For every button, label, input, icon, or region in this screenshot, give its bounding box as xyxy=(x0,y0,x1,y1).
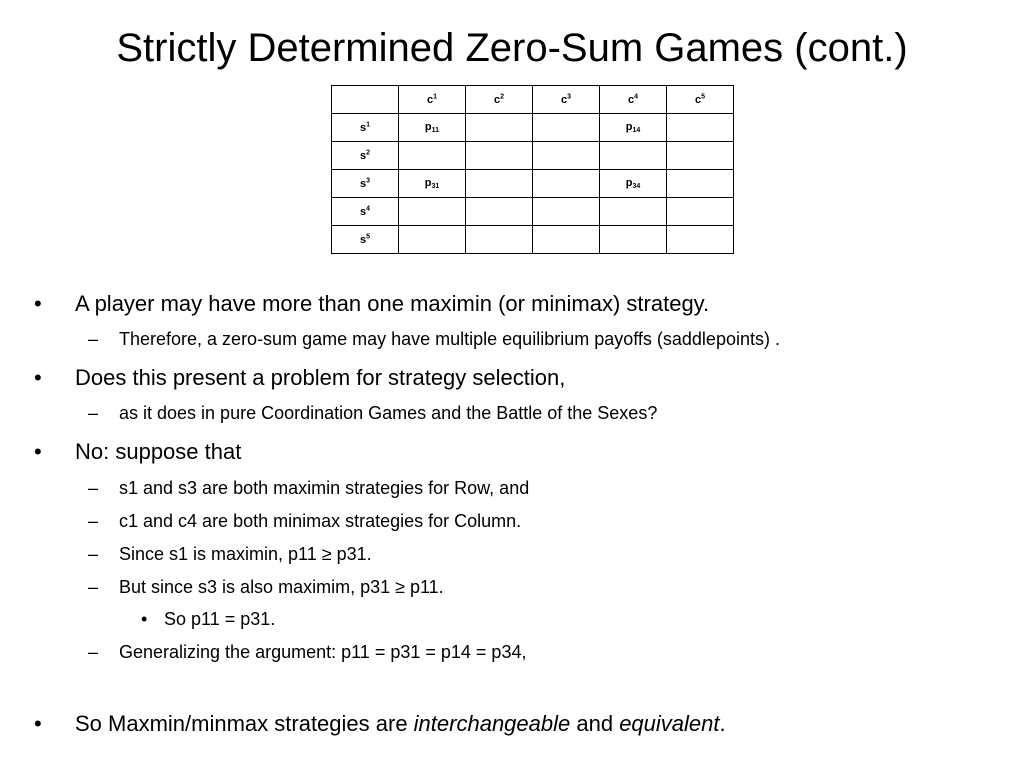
payoff-cell xyxy=(667,142,734,170)
row-label: $s^2$ xyxy=(359,149,371,162)
payoff-cell xyxy=(466,198,533,226)
payoff-cell xyxy=(399,142,466,170)
dash-marker: – xyxy=(88,403,99,423)
payoff-label: $p_{34}$ xyxy=(625,177,641,190)
column-header-cell xyxy=(399,86,466,114)
bullet-text: A player may have more than one maximin (or minimax) strategy. xyxy=(75,291,710,316)
column-label: $c^4$ xyxy=(627,93,639,106)
row-header-cell xyxy=(332,226,399,254)
bullet-text: No: suppose that xyxy=(75,439,242,464)
payoff-cell xyxy=(667,114,734,142)
payoff-cell xyxy=(667,198,734,226)
column-header-cell xyxy=(533,86,600,114)
emphasis-equivalent: equivalent xyxy=(619,711,720,736)
column-header-cell xyxy=(600,86,667,114)
payoff-cell xyxy=(466,170,533,198)
payoff-cell xyxy=(667,170,734,198)
row-label: $s^3$ xyxy=(359,177,371,190)
payoff-cell xyxy=(399,226,466,254)
dash-marker: – xyxy=(88,642,99,662)
dash-marker: – xyxy=(88,577,99,597)
bullet-text: So Maxmin/minmax strategies are interchangeable and equivalent. xyxy=(75,711,726,736)
bullet-marker: • xyxy=(34,291,42,316)
dash-marker: – xyxy=(88,511,99,531)
row-label: $s^4$ xyxy=(359,205,371,218)
payoff-label: $p_{11}$ xyxy=(424,121,440,134)
payoff-cell xyxy=(399,198,466,226)
payoff-cell xyxy=(533,114,600,142)
payoff-cell xyxy=(600,170,667,198)
payoff-cell xyxy=(533,198,600,226)
bullet-marker: • xyxy=(34,439,42,464)
payoff-cell xyxy=(667,226,734,254)
row-header-cell xyxy=(332,170,399,198)
table-row xyxy=(332,142,734,170)
column-header-cell xyxy=(466,86,533,114)
payoff-cell xyxy=(466,142,533,170)
payoff-cell xyxy=(600,198,667,226)
sub-bullet-text: s1 and s3 are both maximin strategies for Row, and xyxy=(119,478,530,498)
payoff-cell xyxy=(600,226,667,254)
bullet-marker: • xyxy=(141,609,148,629)
payoff-cell xyxy=(533,170,600,198)
payoff-cell xyxy=(533,142,600,170)
emphasis-interchangeable: interchangeable xyxy=(413,711,571,736)
sub-bullet-text: But since s3 is also maximim, p31 ≥ p11. xyxy=(119,577,444,597)
payoff-cell xyxy=(533,226,600,254)
table-row xyxy=(332,114,734,142)
payoff-label: $p_{31}$ xyxy=(424,177,440,190)
column-header-cell xyxy=(667,86,734,114)
row-header-cell xyxy=(332,114,399,142)
dash-marker: – xyxy=(88,478,99,498)
payoff-cell xyxy=(600,114,667,142)
table-row xyxy=(332,226,734,254)
table-row xyxy=(332,170,734,198)
column-label: $c^2$ xyxy=(493,93,505,106)
table-header-row xyxy=(332,86,734,114)
payoff-cell xyxy=(399,170,466,198)
sub-sub-bullet-text: So p11 = p31. xyxy=(164,609,276,629)
slide-title: Strictly Determined Zero-Sum Games (cont.) xyxy=(116,26,908,70)
sub-bullet-text: Since s1 is maximin, p11 ≥ p31. xyxy=(119,544,372,564)
sub-bullet-text: Generalizing the argument: p11 = p31 = p14 = p34, xyxy=(119,642,527,662)
payoff-cell xyxy=(466,226,533,254)
column-label: $c^3$ xyxy=(560,93,572,106)
column-label: $c^5$ xyxy=(694,93,706,106)
payoff-cell xyxy=(600,142,667,170)
sub-bullet-text: c1 and c4 are both minimax strategies for Column. xyxy=(119,511,522,531)
row-label: $s^1$ xyxy=(359,121,371,134)
bullet-marker: • xyxy=(34,711,42,736)
payoff-table xyxy=(331,85,734,254)
bullet-text: Does this present a problem for strategy selection, xyxy=(75,365,566,390)
row-header-cell xyxy=(332,142,399,170)
payoff-label: $p_{14}$ xyxy=(625,121,641,134)
payoff-cell xyxy=(399,114,466,142)
table-corner-cell xyxy=(332,86,399,114)
bullet-marker: • xyxy=(34,365,42,390)
column-label: $c^1$ xyxy=(426,93,438,106)
table-row xyxy=(332,198,734,226)
sub-bullet-text: as it does in pure Coordination Games and the Battle of the Sexes? xyxy=(119,403,658,423)
row-header-cell xyxy=(332,198,399,226)
row-label: $s^5$ xyxy=(359,233,371,246)
dash-marker: – xyxy=(88,544,99,564)
dash-marker: – xyxy=(88,329,99,349)
payoff-cell xyxy=(466,114,533,142)
sub-bullet-text: Therefore, a zero-sum game may have multiple equilibrium payoffs (saddlepoints) . xyxy=(119,329,780,349)
